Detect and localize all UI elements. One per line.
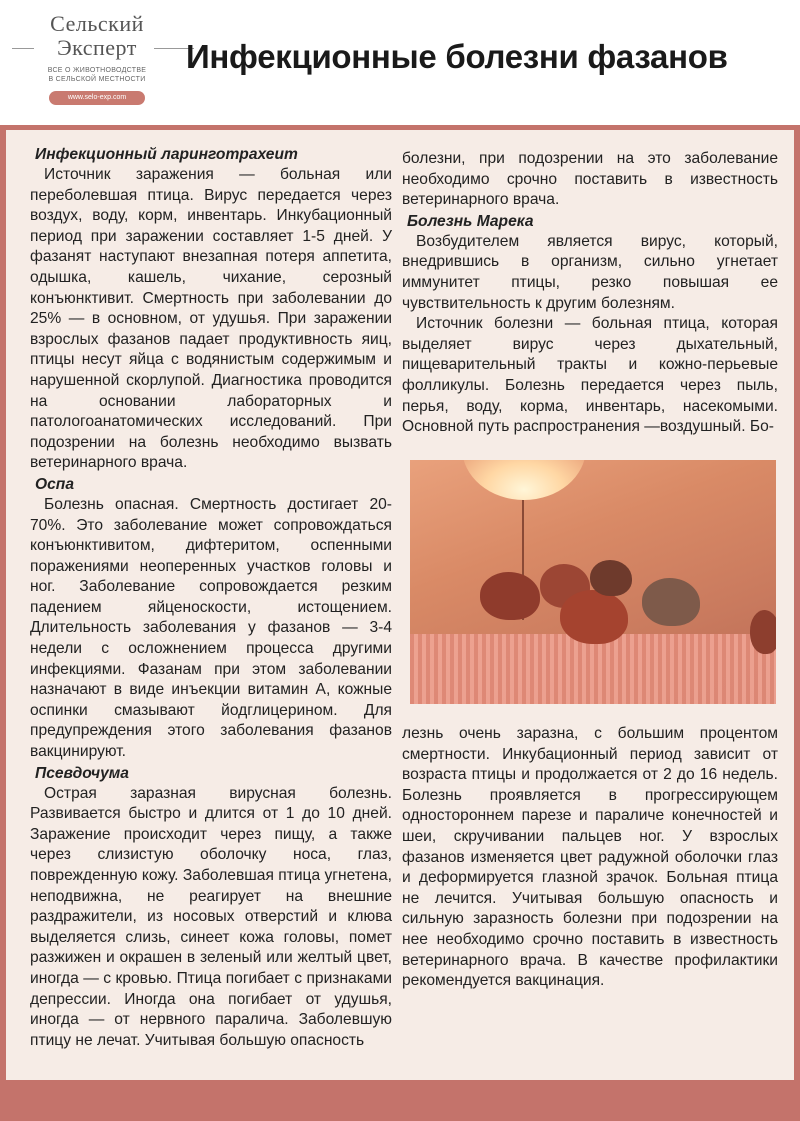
chick-icon bbox=[480, 572, 540, 620]
heading-laryngotracheitis: Инфекционный ларинготрахеит bbox=[35, 146, 298, 163]
column-right-top bbox=[402, 149, 778, 438]
logo-line1: Сельский bbox=[50, 11, 144, 36]
logo-line2-text: Эксперт bbox=[57, 35, 137, 60]
logo-rule-left bbox=[12, 48, 34, 49]
heading-marek: Болезнь Марека bbox=[407, 212, 534, 230]
logo-url[interactable]: www.selo-exp.com bbox=[49, 91, 145, 105]
paragraph-pseudoplague: Острая заразная вирусная болезнь. Развивается быстро и длится от 1 до 10 дней. Заражение происходит через пищу, а также через слизистую оболочку носа, глаз, поврежденную кожу. Заболевшая птица угнетена, неподвижна, не реагирует на внешние раздражители, из носовых отверстий и клюва выделяется слизь, синеет кожа головы, помет разжижен и окрашен в зеленый или желтый цвет, иногда — с кровью. Птица погибает с признаками депрессии. Иногда она погибает от удушья, иногда — от нервного паралича. Заболевшую птицу не лечат. Учитывая большую опасность bbox=[30, 784, 392, 1049]
heading-pseudoplague: Псевдочума bbox=[35, 764, 129, 782]
chick-icon bbox=[560, 590, 628, 644]
paragraph-marek-1: Возбудителем является вирус, который, внедрившись в организм, сильно угнетает иммунитет птицы, резко повышая ее чувствительность к другим болезням. bbox=[402, 232, 778, 312]
paragraph-marek-continued: лезнь очень заразна, с большим процентом смертности. Инкубационный период зависит от возраста птицы и продолжается от 2 до 16 недель. Болезнь проявляется в прогрессирующем одностороннем парезе и параличе конечностей и шеи, скручивании пальцев ног. У взрослых фазанов изменяется цвет радужной оболочки глаз и деформируется глазной зрачок. Больная птица не лечится. Учитывая большую опасность и сильную заразность болезни при подозрении на нее необходимо срочно поставить в известность ветеринарного врача. В качестве профилактики рекомендуется вакцинация. bbox=[402, 725, 778, 990]
logo-line2 bbox=[22, 36, 172, 60]
paragraph-pox: Болезнь опасная. Смертность достигает 20-70%. Это заболевание может сопровождаться конъюнктивитом, дифтеритом, оспенными поражениями неоперенных участков головы и ног. Заболевание сопровождается резким падением яйценоскости, истощением. Длительность заболевания у фазанов — 3-4 недели с осложнением процесса другими инфекциями. Фазанам при этом заболевании назначают в виде инъекции витамин А, кожные оспинки смазывают йодглицерином. Для предупреждения этого заболевания фазанов вакцинируют. bbox=[30, 495, 392, 761]
paragraph-laryngotracheitis: Источник заражения — больная или переболевшая птица. Вирус передается через воздух, воду, корм, инвентарь. Инкубационный период при заражении составляет 1-5 дней. У фазанят наступают внезапная потеря аппетита, одышка, кашель, чихание, серозный конъюнктивит. Смертность при заболевании до 25% — в основном, от удушья. При заражении взрослых фазанов падает продуктивность яиц, птицы несут яйца с водянистым содержимым и нарушенной скорлупой. Диагностика проводится на основании лабораторных и патологоанатомических исследований. При подозрении на болезнь необходимо вызвать ветеринарного врача. bbox=[30, 166, 392, 472]
column-left bbox=[30, 144, 392, 1051]
chick-icon bbox=[590, 560, 632, 596]
pheasant-chicks-photo bbox=[410, 460, 776, 704]
heading-pox: Оспа bbox=[35, 475, 74, 493]
chick-icon bbox=[750, 610, 776, 654]
chick-icon bbox=[642, 578, 700, 626]
paragraph-marek-2: Источник болезни — больная птица, которая выделяет вирус через дыхательный, пищеварительный тракты и кожно-перьевые фолликулы. Болезнь передается через пыль, перья, воду, корма, инвентарь, насекомыми. Основной путь распространения —воздушный. Бо- bbox=[402, 315, 778, 436]
logo-tagline bbox=[22, 66, 172, 84]
page-title: Инфекционные болезни фазанов bbox=[186, 38, 728, 75]
paragraph-pseudoplague-continued: болезни, при подозрении на это заболевание необходимо срочно поставить в известность ветеринарного врача. bbox=[402, 150, 778, 209]
brooder-floor bbox=[410, 634, 776, 704]
column-right-bottom bbox=[402, 724, 778, 992]
logo-tagline-1: ВСЕ О ЖИВОТНОВОДСТВЕ bbox=[47, 67, 147, 74]
heat-lamp-icon bbox=[462, 460, 586, 500]
header bbox=[0, 0, 800, 125]
logo-tagline-2: В СЕЛЬСКОЙ МЕСТНОСТИ bbox=[48, 76, 146, 83]
logo bbox=[22, 12, 172, 105]
